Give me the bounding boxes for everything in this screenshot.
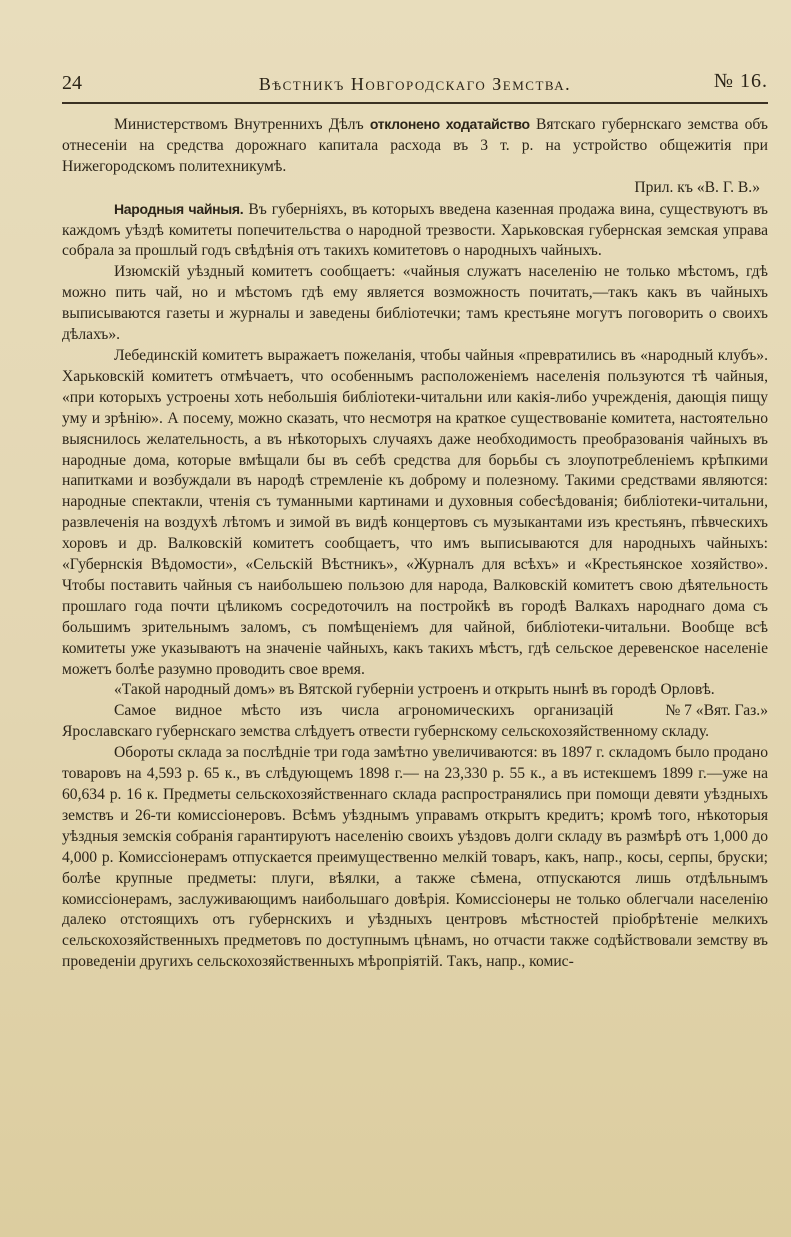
paragraph-lebedin: Лебединскій комитетъ выражаетъ пожеланія, чтобы чайныя «превратились въ «народный клубъ». Харьковскій комитетъ отмѣчаетъ, что особеннымъ расположеніемъ населенія пользуются тѣ чайныя, «при которыхъ устроены хоть небольшія библіотеки-читальни или какія-либо учрежденія, дающія пищу уму и зрѣнію». А посему, можно сказать, что несмотря на краткое существованіе комитета, настоятельно выяснилось желательность, а въ нѣкоторыхъ случаяхъ даже необходимость преобразованія чайныхъ въ народные дома, которые вмѣщали бы въ себѣ средства для борьбы съ злоупотребленіемъ крѣпкими напитками и возбуждали въ народѣ стремленіе къ доброму и полезному. Такими средствами являются: народные спектакли, чтенія съ туманными картинами и духовныя собесѣдованія; библіотеки-читальни, развлеченія на воздухѣ лѣтомъ и зимой въ видѣ концертовъ съ музыкантами изъ крестьянъ, пѣвческихъ хоровъ и др. Валковскій комитетъ сообщаетъ, что имъ выписываются для народныхъ чайныхъ: «Губернскія Вѣдомости», «Сельскій Вѣстникъ», «Журналъ для всѣхъ» и «Крестьянское хозяйство». Чтобы поставить чайныя съ наибольшею пользою для народа, Валковскій комитетъ свою дѣятельность прошлаго года почти цѣликомъ сосредоточилъ на постройкѣ въ городѣ Валкахъ народнаго дома съ большимъ зрительнымъ заломъ, съ помѣщеніемъ для чайной, библіотеки-читальни. Вообще всѣ комитеты уже указываютъ на значеніе чайныхъ, какъ такихъ мѣстъ, гдѣ сельское деревенское населеніе можетъ болѣе разумно проводить свое время. [62, 346, 768, 678]
page-header [62, 62, 768, 102]
paragraph-yaroslavl: Самое видное мѣсто изъ числа агрономическихъ организацій Ярославскаго губернскаго земства слѣдуетъ отвести губернскому сельскохозяйственному складу. [62, 702, 710, 741]
source-citation: Прил. къ «В. Г. В.» [634, 178, 760, 196]
source-citation: № 7 «Вят. Газ.» [665, 702, 768, 720]
section-heading: Народныя чайныя. [114, 200, 244, 217]
paragraph-tea-houses [62, 199, 768, 263]
paragraph-text: Вятскаго губернскаго земства объ отнесеніи на средства дорожнаго капитала расхода въ 3 т. р. на устройство общежитія при Нижегородскомъ политехникумѣ. [62, 116, 768, 175]
header-rule [62, 102, 768, 104]
paragraph-warehouse: Обороты склада за послѣдніе три года замѣтно увеличиваются: въ 1897 г. складомъ было продано товаровъ на 4,593 р. 65 к., въ слѣдующемъ 1898 г.— на 23,330 р. 55 к., а въ истекшемъ 1899 г.—уже на 60,634 р. 16 к. Предметы сельскохозяйственнаго склада распространялись при помощи девяти уѣздныхъ земствъ и 26-ти комиссіонеровъ. Всѣмъ уѣзднымъ управамъ открытъ кредитъ; кромѣ того, нѣкоторыя уѣздныя земскія собранія гарантируютъ населенію своихъ уѣздовъ долги складу въ размѣрѣ отъ 1,000 до 4,000 р. Комиссіонерамъ отпускается преимущественно мелкій товаръ, какъ, напр., косы, серпы, бруски; болѣе крупные предметы: плуги, вѣялки, а также сѣмена, отпускаются лишь отдѣльнымъ комиссіонерамъ, заслуживающимъ наибольшаго довѣрія. Комиссіонеры не только облегчали населенію далеко отстоящихъ отъ губернскихъ и уѣздныхъ центровъ мѣстностей пріобрѣтеніе мелкихъ сельскохозяйственныхъ предметовъ по доступнымъ цѣнамъ, но отчасти также содѣйствовали земству въ проведеніи другихъ сельскохозяйственныхъ мѣропріятій. Такъ, напр., комис- [62, 744, 768, 971]
paragraph-text: Министерствомъ Внутреннихъ Дѣлъ [114, 116, 370, 133]
paragraph-text: «Такой народный домъ» въ Вятской губерніи устроенъ и открыть нынѣ въ городѣ Орловѣ. [114, 681, 715, 699]
article-body [62, 114, 768, 973]
paragraph-orlov [62, 680, 768, 720]
bold-phrase: отклонено ходатайство [369, 116, 530, 132]
page-number: 24 [62, 72, 82, 94]
paragraph-izyum: Изюмскій уѣздный комитетъ сообщаетъ: «чайныя служатъ населенію не только мѣстомъ, гдѣ можно пить чай, но и мѣстомъ гдѣ ему является возможность почитать,—такъ какъ въ чайныхъ выписываются газеты и журналы и заведены библіотечки; тамъ крестьяне могутъ поговорить о своихъ дѣлахъ». [62, 263, 768, 344]
journal-title: Вѣстникъ Новгородскаго Земства. [258, 74, 572, 94]
paragraph-ministry [62, 114, 768, 178]
issue-number: № 16. [713, 70, 768, 92]
paragraph-text: Въ губерніяхъ, въ которыхъ введена казенная продажа вина, существуютъ въ каждомъ уѣздѣ комитеты попечительства о народной трезвости. Харьковская губернская земская управа собрала за прошлый годъ свѣдѣнія отъ такихъ комитетовъ о народныхъ чайныхъ. [62, 200, 768, 260]
